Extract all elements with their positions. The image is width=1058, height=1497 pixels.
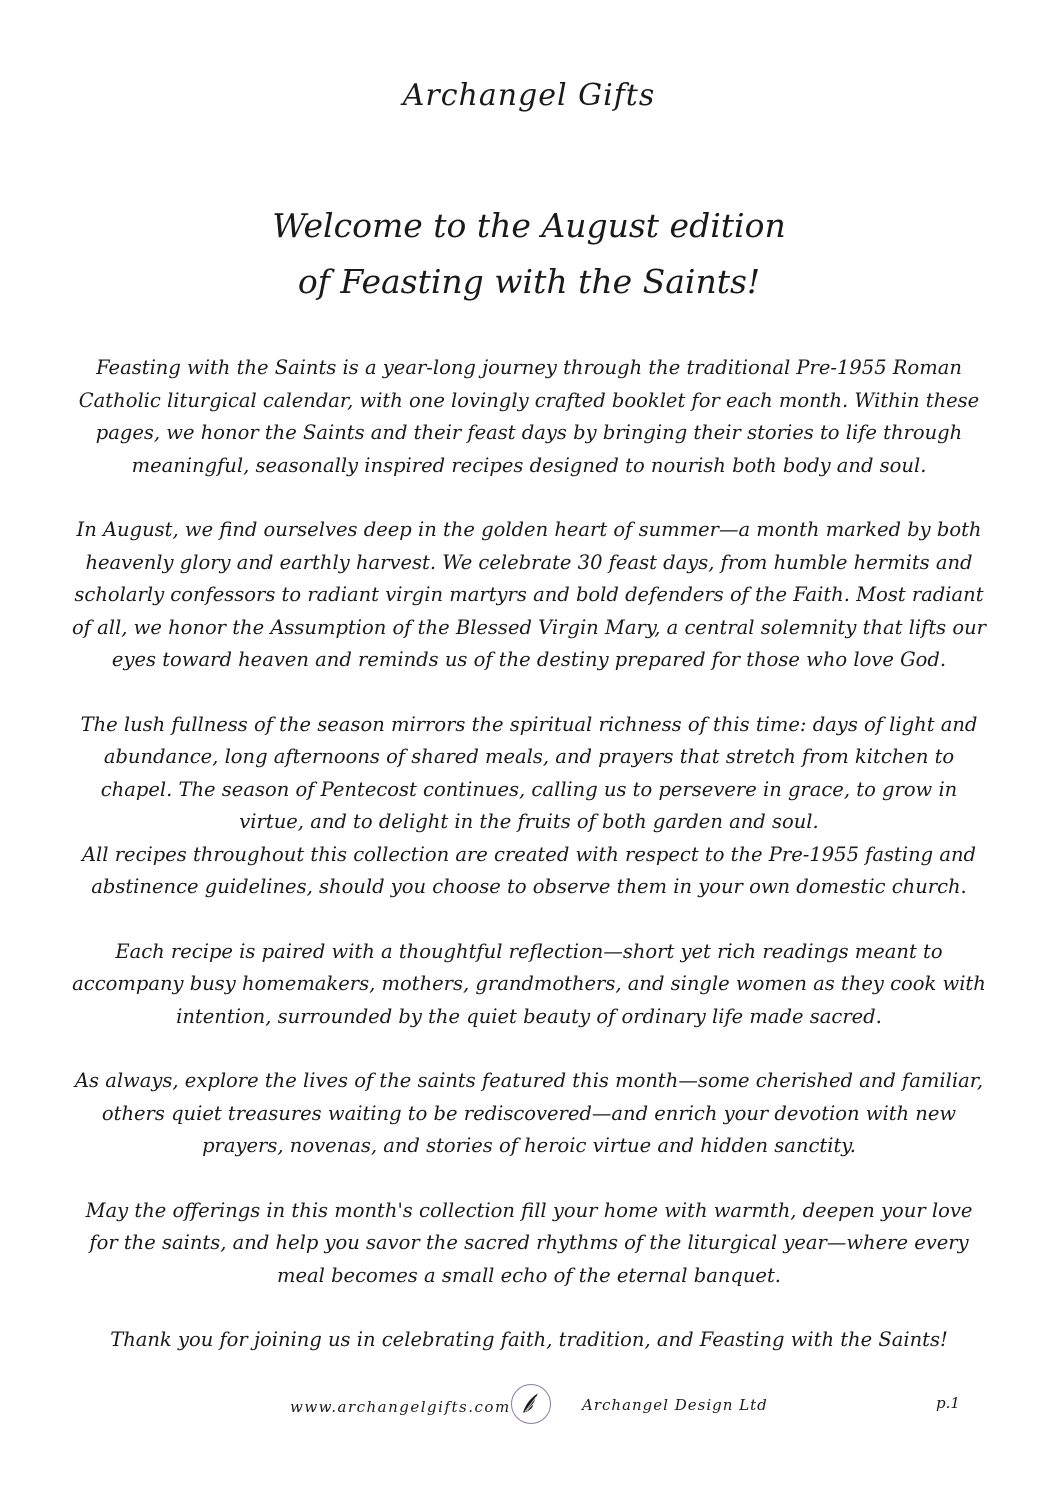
wing-icon [512, 1385, 549, 1422]
wing-logo-icon [511, 1384, 551, 1424]
explore-paragraph: As always, explore the lives of the saints featured this month—some cherished and familiar, others quiet treasures waiting to be rediscovered—and enrich your devotion with new prayers, novenas, and stories of heroic virtue and hidden sanctity. [74, 1069, 984, 1157]
body-content [72, 352, 986, 1389]
title-line-2: of Feasting with the Saints! [297, 262, 761, 301]
august-paragraph: In August, we find ourselves deep in the golden heart of summer—a month marked by both heavenly glory and earthly harvest. We celebrate 30 feast days, from humble hermits and scholarly confessors to radiant virgin martyrs and bold defenders of the Faith. Most radiant of all, we honor the Assumption of the Blessed Virgin Mary, a central solemnity that lifts our eyes toward heaven and reminds us of the destiny prepared for those who love God. [72, 518, 987, 671]
page-title [0, 198, 1058, 310]
logo-label: Archangel Gifts [402, 78, 656, 113]
logo-text [403, 78, 656, 113]
thanks-paragraph: Thank you for joining us in celebrating faith, tradition, and Feasting with the Saints! [110, 1328, 948, 1351]
recipes-paragraph: All recipes throughout this collection are created with respect to the Pre-1955 fasting and abstinence guidelines, should you choose to observe them in your own domestic church. [81, 842, 977, 898]
reflection-paragraph: Each recipe is paired with a thoughtful reflection—short yet rich readings meant to accompany busy homemakers, mothers, grandmothers, and single women as they cook with intention, surrounded by the quiet beauty of ordinary life made sacred. [72, 939, 986, 1028]
season-paragraph: The lush fullness of the season mirrors the spiritual richness of this time: days of light and abundance, long afternoons of shared meals, and prayers that stretch from kitchen to chapel. The season of Pentecost continues, calling us to persevere in grace, to grow in virtue, and to delight in the fruits of both garden and soul. [80, 712, 978, 833]
title-line-1: Welcome to the August edition [272, 206, 786, 245]
brand-logo [0, 78, 1058, 113]
offerings-paragraph: May the offerings in this month's collection fill your home with warmth, deepen your love for the saints, and help you savor the sacred rhythms of the liturgical year—where every meal becomes a small echo of the eternal banquet. [85, 1198, 973, 1287]
website-link[interactable]: www.archangelgifts.com [290, 1398, 511, 1416]
intro-paragraph: Feasting with the Saints is a year-long journey through the traditional Pre-1955 Roman Catholic liturgical calendar, with one lovingly crafted booklet for each month. Within these pages, we honor the Saints and their feast days by bringing their stories to life through meaningful, seasonally inspired recipes designed to nourish both body and soul. [78, 356, 980, 477]
page-number: p.1 [936, 1394, 960, 1412]
company-name: Archangel Design Ltd [582, 1396, 768, 1414]
page-footer [0, 1384, 1058, 1434]
